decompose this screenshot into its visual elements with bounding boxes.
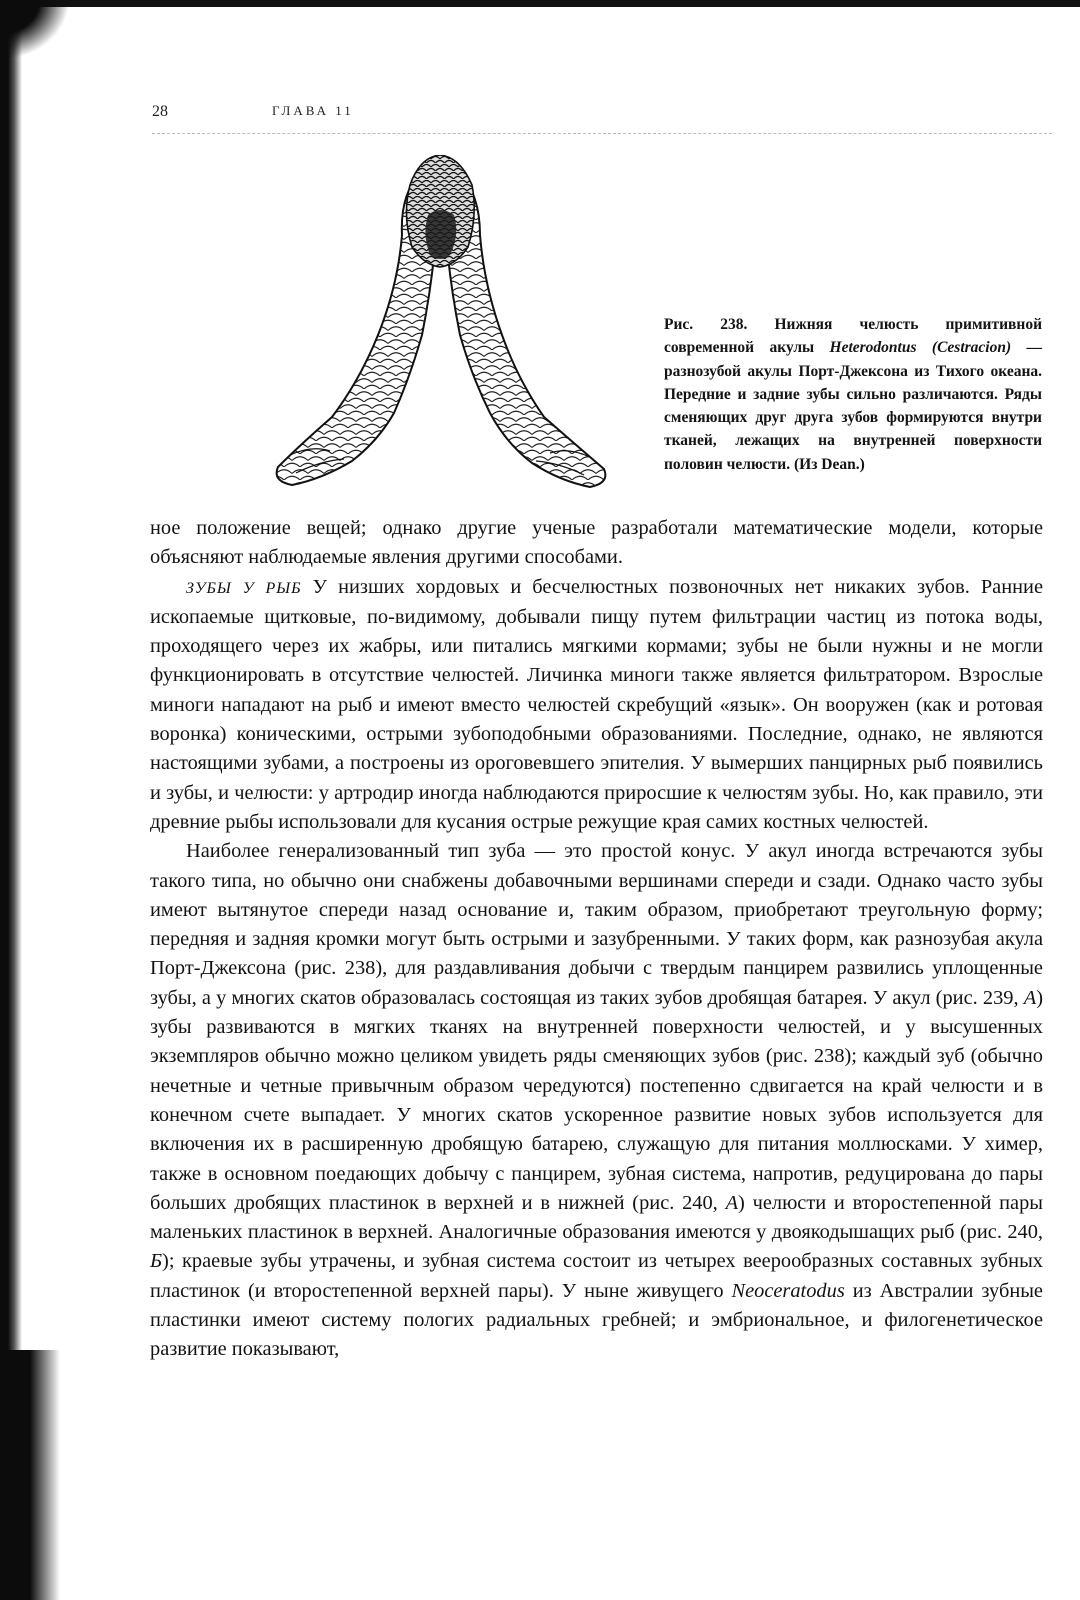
scan-edge-top [0,0,1080,7]
caption-text-before: Нижняя челюсть примитивной современной акулы [664,316,1042,357]
paragraph-text-part: ); краевые зубы утрачены, и зубная система состоит из четырех веерообразных составных зубных пластинок (и второстепенной верхней пары). У ныне живущего [150,1250,1043,1302]
header-rule [152,127,1052,134]
figure-ref-letter: А [1023,986,1037,1009]
caption-text-after: — разнозубой акулы Порт-Джексона из Тихого океана. Передние и задние зубы сильно различаются. Ряды сменяющих друг друга зубов формируются внутри тканей, лежащих на внутренней поверхности половин челюсти. (Из Dean.) [664,339,1043,473]
figure-caption [664,313,1042,476]
scan-corner-top-left [0,0,70,60]
body-text [150,514,1043,1365]
paragraph-fish-teeth-text: У низших хордовых и бесчелюстных позвоночных нет никаких зубов. Ранние ископаемые щитковые, по-видимому, добывали пищу путем фильтрации частиц из потока воды, проходящего через их жабры, или питались мягкими кормами; зубы не были нужны и не могли функционировать в отсутствие челюстей. Личинка миноги также является фильтратором. Взрослые миноги нападают на рыб и имеют вместо челюстей скребущий «язык». Он вооружен (как и ротовая воронка) коническими, острыми зубоподобными образованиями. Последние, однако, не являются настоящими зубами, а построены из ороговевшего эпителия. У вымерших панцирных рыб появились и зубы, и челюсти: у артродир иногда наблюдаются приросшие к челюстям зубы. Но, как правило, эти древние рыбы использовали для кусания острые режущие края самих костных челюстей. [150,575,1043,833]
page-number: 28 [152,103,168,120]
chapter-title: ГЛАВА 11 [272,103,354,118]
paragraph-text-part: ) челюсти и второстепенной пары маленьких пластинок в верхней. Аналогичные образования имеются у двоякодышащих рыб (рис. 240, [150,1191,1043,1244]
scan-corner-bottom-left [0,1350,60,1600]
genus-name: Neoceratodus [731,1279,845,1302]
caption-label: Рис. 238. [664,316,748,333]
section-title: ЗУБЫ У РЫБ [186,579,302,597]
paragraph-text-part: из Австралии зубные пластинки имеют систему пологих радиальных гребней; и эмбриональное, и филогенетическое развитие показывают, [150,1279,1043,1361]
figure-ref-letter: Б [150,1250,163,1273]
paragraph-text-part: Наиболее генерализованный тип зуба — это простой конус. У акул иногда встречаются зубы такого типа, но обычно они снабжены добавочными вершинами спереди и сзади. Однако часто зубы имеют вытянутое спереди назад основание и, таким образом, приобретают треугольную форму; передняя и задняя кромки могут быть острыми и зазубренными. У таких форм, как разнозубая акула Порт-Джексона (рис. 238), для раздавливания добычи с твердым панцирем развились уплощенные зубы, а у многих скатов образовалась состоящая из таких зубов дробящая батарея. У акул (рис. 239, [150,840,1043,1009]
caption-genus: Heterodontus (Cestracion) [829,339,1012,357]
figure-shark-jaw [260,155,620,505]
paragraph-fish-teeth [150,573,1043,838]
figure-ref-letter: А [725,1191,739,1214]
paragraph-text-part: ) зубы развиваются в мягких тканях на внутренней поверхности челюстей, и у высушенных экземпляров обычно можно целиком увидеть ряды сменяющих зубов (рис. 238); каждый зуб (обычно нечетные и четные привычным образом чередуются) постепенно сдвигается на край челюсти и в конечном счете выпадает. У многих скатов ускоренное развитие новых зубов используется для включения их в расширенную дробящую батарею, служащую для питания моллюсками. У химер, также в основном поедающих добычу с панцирем, зубная система, напротив, редуцирована до пары больших дробящих пластинок в верхней и в нижней (рис. 240, [150,986,1043,1214]
running-head [152,103,1052,143]
paragraph-continuation: ное положение вещей; однако другие ученые разработали математические модели, которые объясняют наблюдаемые явления другими способами. [150,517,1043,569]
shark-lower-jaw-illustration [260,155,620,505]
paragraph-tooth-types [150,837,1043,1364]
